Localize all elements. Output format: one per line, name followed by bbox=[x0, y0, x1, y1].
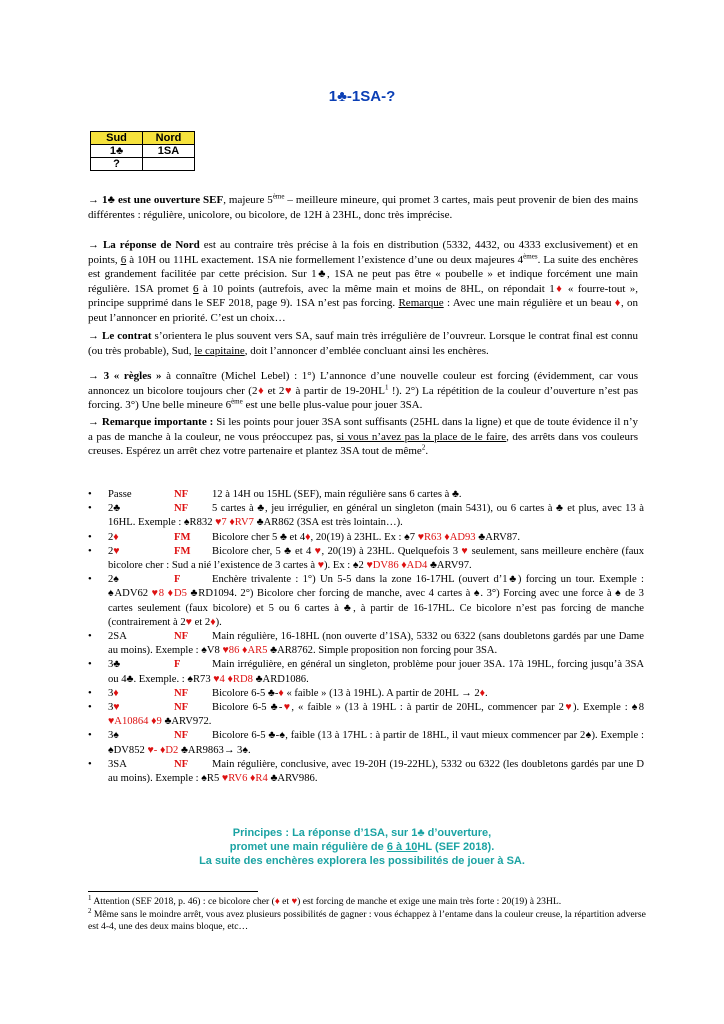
paragraph-contract bbox=[88, 329, 638, 358]
footnotes bbox=[88, 893, 648, 934]
forcing-status: FM bbox=[174, 531, 191, 543]
red-suit-holding: ♦ bbox=[210, 616, 216, 628]
red-suit-holding: ♥ bbox=[563, 702, 573, 714]
superscript: 2 bbox=[421, 443, 426, 452]
red-suit-holding: ♥ bbox=[113, 702, 120, 714]
underlined-text: 6 bbox=[120, 253, 127, 266]
forcing-status: NF bbox=[174, 758, 189, 770]
red-suit-holding: ♦9 bbox=[151, 716, 162, 728]
red-suit-holding: ♥ bbox=[314, 545, 322, 557]
superscript: ème bbox=[231, 397, 243, 406]
text-span: à connaître (Michel Lebel) : 1°) L’annonce d’une nouvelle couleur est forcing (évidemment, car vous annoncez un bicolore toujours cher (2♦ et 2♥ à partir de 19-20HL bbox=[88, 370, 638, 397]
red-suit-holding: ♥ bbox=[113, 545, 120, 557]
bullet-icon: • bbox=[88, 758, 92, 770]
paragraph-lead: → Le contrat bbox=[88, 330, 152, 342]
forcing-status: NF bbox=[174, 503, 189, 515]
bid-item bbox=[88, 545, 644, 573]
header-nord: Nord bbox=[143, 132, 195, 145]
bid-label: Passe bbox=[108, 489, 132, 500]
red-suit-holding: ♦ bbox=[614, 297, 621, 309]
bidding-header-row bbox=[91, 132, 195, 145]
bidding-table bbox=[90, 131, 195, 171]
principle-line: Principes : La réponse d’1SA, sur 1♣ d’ouverture, bbox=[232, 827, 492, 839]
bid-item bbox=[88, 488, 644, 502]
bid-label: 2SA bbox=[108, 631, 127, 643]
bid-description: Bicolore cher 5 ♣ et 4♦, 20(19) à 23HL. Ex : ♠7 ♥R63 ♦AD93 ♣ARV87. bbox=[212, 531, 520, 543]
paragraph-lead: → Remarque importante : bbox=[88, 416, 214, 428]
red-suit-holding: ♥DV86 bbox=[366, 560, 399, 572]
red-suit-holding: ♥A10864 bbox=[108, 716, 149, 728]
red-suit-holding: ♥ bbox=[317, 560, 325, 572]
red-suit-holding: ♦D2 bbox=[159, 744, 179, 756]
text-span: est une belle plus-value pour jouer 3SA. bbox=[242, 399, 423, 411]
bid-item bbox=[88, 701, 644, 729]
red-suit-holding: ♦D5 bbox=[167, 588, 187, 600]
text-span: promet une main régulière de bbox=[229, 841, 387, 853]
bid-item bbox=[88, 502, 644, 530]
text-span: , majeure 5 bbox=[223, 194, 273, 206]
bullet-icon: • bbox=[88, 489, 92, 500]
text-span: Si les points pour jouer 3SA sont suffisants (25HL dans la ligne) et que de toute évidence il n’y a pas de manche à la couleur, ne vous préoccupez pas, bbox=[88, 416, 639, 443]
bid-item bbox=[88, 531, 644, 545]
bullet-icon: • bbox=[88, 659, 92, 671]
bullet-icon: • bbox=[88, 702, 92, 714]
bid-item bbox=[88, 658, 644, 686]
footnote-text: Attention (SEF 2018, p. 46) : ce bicolore cher (♦ et ♥) est forcing de manche et exige une main très forte : 20(19) à 23HL. bbox=[91, 896, 562, 907]
red-suit-holding: ♦ bbox=[305, 531, 311, 543]
superscript: èmes bbox=[523, 251, 538, 260]
bid-description: Bicolore cher, 5 ♣ et 4 ♥, 20(19) à 23HL. Quelquefois 3 ♥ seulement, sans meilleure enchère (faux bicolore cher : Sud a nié l’existence de 3 cartes à ♥). Ex : ♠2 ♥DV86 ♦AD4 ♣ARV97. bbox=[108, 545, 644, 572]
red-suit-holding: ♥8 bbox=[151, 588, 165, 600]
bullet-icon: • bbox=[88, 631, 92, 643]
bullet-icon: • bbox=[88, 687, 92, 699]
text-span: : Avec une main régulière et un beau ♦, on peut l’annoncer en priorité. C’est un choix… bbox=[88, 297, 638, 324]
footnote-divider bbox=[88, 891, 258, 892]
red-suit-holding: ♥4 bbox=[213, 673, 225, 685]
forcing-status: NF bbox=[174, 489, 189, 500]
red-suit-holding: ♦ bbox=[113, 687, 119, 699]
bid-item bbox=[88, 573, 644, 630]
underlined-text: 6 bbox=[193, 282, 199, 295]
red-suit-holding: ♦RV7 bbox=[229, 517, 254, 529]
bid-label: 2♥ bbox=[108, 545, 120, 557]
bid-list bbox=[88, 488, 644, 786]
bid-description: Main régulière, conclusive, avec 19-20H (19-22HL), 5332 ou 6322 (les doubletons gardés par une D au moins). Exemple : ♠R5 ♥RV6 ♦R4 ♣ARV986. bbox=[108, 758, 644, 785]
forcing-status: NF bbox=[174, 687, 189, 699]
bid-cell bbox=[143, 158, 195, 171]
paragraph-north-response bbox=[88, 238, 638, 325]
superscript: ème bbox=[272, 192, 285, 201]
bid-item bbox=[88, 729, 644, 757]
header-sud: Sud bbox=[91, 132, 143, 145]
principles-box bbox=[0, 826, 724, 868]
bid-label: 2♦ bbox=[108, 531, 119, 543]
text-span: , des arrêts dans vos couleurs creuses. Espérez un arrêt chez votre partenaire et plantez 3SA tout de même bbox=[88, 430, 638, 457]
bid-label: 3♣ bbox=[108, 659, 121, 671]
forcing-status: NF bbox=[174, 631, 189, 643]
footnote-number: 1 bbox=[88, 893, 92, 902]
underlined-text: Remarque bbox=[398, 297, 444, 309]
footnote-text: Même sans le moindre arrêt, vous avez plusieurs possibilités de gagner : vous échappez à l’entame dans la couleur creuse, la répartition adverse est 4-4, une des deux mains bloque, etc… bbox=[88, 908, 646, 932]
red-suit-holding: ♥ bbox=[282, 702, 292, 714]
bullet-icon: • bbox=[88, 730, 92, 742]
red-suit-holding: ♦ bbox=[113, 531, 119, 543]
red-suit-holding: ♥ bbox=[291, 896, 298, 907]
bid-item bbox=[88, 687, 644, 701]
bid-cell: 1♣ bbox=[91, 145, 143, 158]
paragraph-lead: → 1♣ est une ouverture SEF bbox=[88, 194, 224, 206]
bid-label: 3♠ bbox=[108, 730, 119, 742]
bid-label: 2♠ bbox=[108, 574, 119, 586]
red-suit-holding: ♥ bbox=[185, 616, 192, 628]
paragraph-remark bbox=[88, 415, 638, 459]
forcing-status: NF bbox=[174, 730, 189, 742]
bid-description: Main régulière, 16-18HL (non ouverte d’1SA), 5332 ou 6322 (sans doubletons gardés par une Dame au moins). Exemple : ♠V8 ♥86 ♦AR5 ♣AR8762. Simple proposition non forcing pour 3SA. bbox=[108, 631, 644, 657]
text-span: . bbox=[425, 445, 429, 457]
text-span: !). 2°) La répétition de la couleur d’ouverture n’est pas forcing. 3°) Une belle mineure 6 bbox=[88, 384, 638, 411]
bid-description: 5 cartes à ♣, jeu irrégulier, en général un singleton (main 5431), ou 6 cartes à ♣ et plus, avec 13 à 16HL. Exemple : ♠R832 ♥7 ♦RV7 ♣AR862 (3SA est très lointain…). bbox=[108, 503, 644, 529]
underlined-text: si vous n’avez pas la place de le faire bbox=[336, 430, 507, 443]
paragraph-opening bbox=[88, 193, 638, 222]
text-span: s’orientera le plus souvent vers SA, sauf main très irrégulière de l’ouvreur. Lorsque le contrat final est connu (ou très probable), Sud, bbox=[88, 330, 638, 357]
paragraph-lead: → La réponse de Nord bbox=[88, 239, 200, 251]
red-suit-holding: ♦AD4 bbox=[401, 560, 428, 572]
footnote-number: 2 bbox=[88, 906, 92, 915]
text-span: à 10H ou 11HL exactement. 1SA nie formellement l’existence d’une ou deux majeures 4 bbox=[126, 253, 524, 266]
bid-description: Main irrégulière, en général un singleton, problème pour jouer 3SA. 17à 19HL, forcing jusqu’à 3SA ou 4♣. Exemple. : ♠R73 ♥4 ♦RD8 ♣ARD1086. bbox=[108, 659, 644, 685]
red-suit-holding: ♦ bbox=[274, 896, 280, 907]
bid-description: Bicolore 6-5 ♣-♦ « faible » (13 à 19HL). A partir de 20HL → 2♦. bbox=[212, 687, 488, 699]
bidding-row bbox=[91, 145, 195, 158]
principle-line bbox=[0, 840, 724, 854]
red-suit-holding: ♥ bbox=[284, 384, 293, 397]
text-span: HL (SEF 2018). bbox=[417, 841, 495, 853]
red-suit-holding: ♦ bbox=[278, 687, 284, 699]
red-suit-holding: ♥RV6 bbox=[221, 773, 248, 785]
paragraph-rules bbox=[88, 369, 638, 413]
bullet-icon: • bbox=[88, 574, 92, 586]
bid-label: 3♥ bbox=[108, 702, 120, 714]
paragraph-lead: → 3 « règles » bbox=[88, 370, 162, 382]
underlined-text: le capitaine bbox=[194, 344, 245, 357]
red-suit-holding: ♦AD93 bbox=[444, 531, 476, 543]
red-suit-holding: ♦ bbox=[257, 384, 265, 397]
bid-cell: 1SA bbox=[143, 145, 195, 158]
bid-label: 3♦ bbox=[108, 687, 119, 699]
superscript: 1 bbox=[384, 382, 389, 391]
forcing-status: F bbox=[174, 574, 181, 586]
footnote bbox=[88, 893, 648, 909]
forcing-status: FM bbox=[174, 545, 191, 557]
bid-description: 12 à 14H ou 15HL (SEF), main régulière sans 6 cartes à ♣. bbox=[212, 489, 462, 500]
bid-description: Bicolore 6-5 ♣-♠, faible (13 à 17HL : à partir de 18HL, il vaut mieux commencer par 2♠). Exemple : ♠DV852 ♥- ♦D2 ♣AR9863→ 3♠. bbox=[108, 730, 644, 756]
red-suit-holding: ♥7 bbox=[215, 517, 227, 529]
red-suit-holding: ♥ bbox=[461, 545, 469, 557]
bidding-row bbox=[91, 158, 195, 171]
red-suit-holding: ♦AR5 bbox=[242, 645, 268, 657]
bid-description: Enchère trivalente : 1°) Un 5-5 dans la zone 16-17HL (ouvert d’1♣) forcing un tour. Exemple : ♠ADV62 ♥8 ♦D5 ♣RD1094. 2°) Bicolore cher forcing de manche, avec 4 cartes à ♠. 3°) Forcing avec une force à ♠ de 3 cartes seulement (faux bicolore) et 5 ou 6 cartes à ♣, à partir de 16-17HL. Ce bicolore n’est pas forcing de manche (contrairement à 2♥ et 2♦). bbox=[108, 574, 644, 628]
bid-item bbox=[88, 758, 644, 786]
bid-label: 3SA bbox=[108, 758, 127, 770]
text-span: . La suite des enchères est grandement facilitée par cette précision. Sur 1♣, 1SA ne peut pas être « poubelle » et indique forcément une main régulière. 1SA promet bbox=[88, 253, 638, 295]
footnote bbox=[88, 906, 648, 934]
bullet-icon: • bbox=[88, 503, 92, 515]
red-suit-holding: ♦ bbox=[554, 282, 564, 295]
principle-line: La suite des enchères explorera les possibilités de jouer à SA. bbox=[199, 855, 525, 867]
red-suit-holding: ♦R4 bbox=[250, 773, 268, 785]
bullet-icon: • bbox=[88, 531, 92, 543]
red-suit-holding: ♦ bbox=[479, 687, 486, 699]
red-suit-holding: ♥86 bbox=[222, 645, 240, 657]
bullet-icon: • bbox=[88, 545, 92, 557]
forcing-status: NF bbox=[174, 702, 189, 714]
text-span: à 10 points (autrefois, avec la même main et moins de 8HL, on répondait 1♦ « fourre-tout », principe supprimé dans le SEF 2018, page 9). 1SA n’est pas forcing. bbox=[88, 282, 639, 309]
red-suit-holding: ♥- bbox=[147, 744, 158, 756]
bid-item bbox=[88, 630, 644, 658]
text-span: – meilleure mineure, qui promet 3 cartes, mais peut provenir de bien des mains différentes : régulière, unicolore, ou bicolore, de 12H à 23HL, donc très imprécise. bbox=[88, 194, 638, 221]
red-suit-holding: ♦RD8 bbox=[227, 673, 253, 685]
text-span: , doit l’annoncer d’emblée concluant ainsi les enchères. bbox=[244, 344, 489, 357]
forcing-status: F bbox=[174, 659, 181, 671]
text-span: est au contraire très précise à la fois en distribution (5332, 4432, ou 4333 exclusivement) et en points, bbox=[88, 239, 638, 266]
page-title: 1♣-1SA-? bbox=[328, 88, 396, 105]
bid-cell: ? bbox=[91, 158, 143, 171]
bid-label: 2♣ bbox=[108, 503, 121, 515]
bid-description: Bicolore 6-5 ♣-♥, « faible » (13 à 19HL : à partir de 20HL, commencer par 2♥). Exemple : ♠8 ♥A10864 ♦9 ♣ARV972. bbox=[108, 702, 644, 728]
red-suit-holding: ♥R63 bbox=[417, 531, 442, 543]
underlined-text: 6 à 10 bbox=[386, 841, 418, 853]
